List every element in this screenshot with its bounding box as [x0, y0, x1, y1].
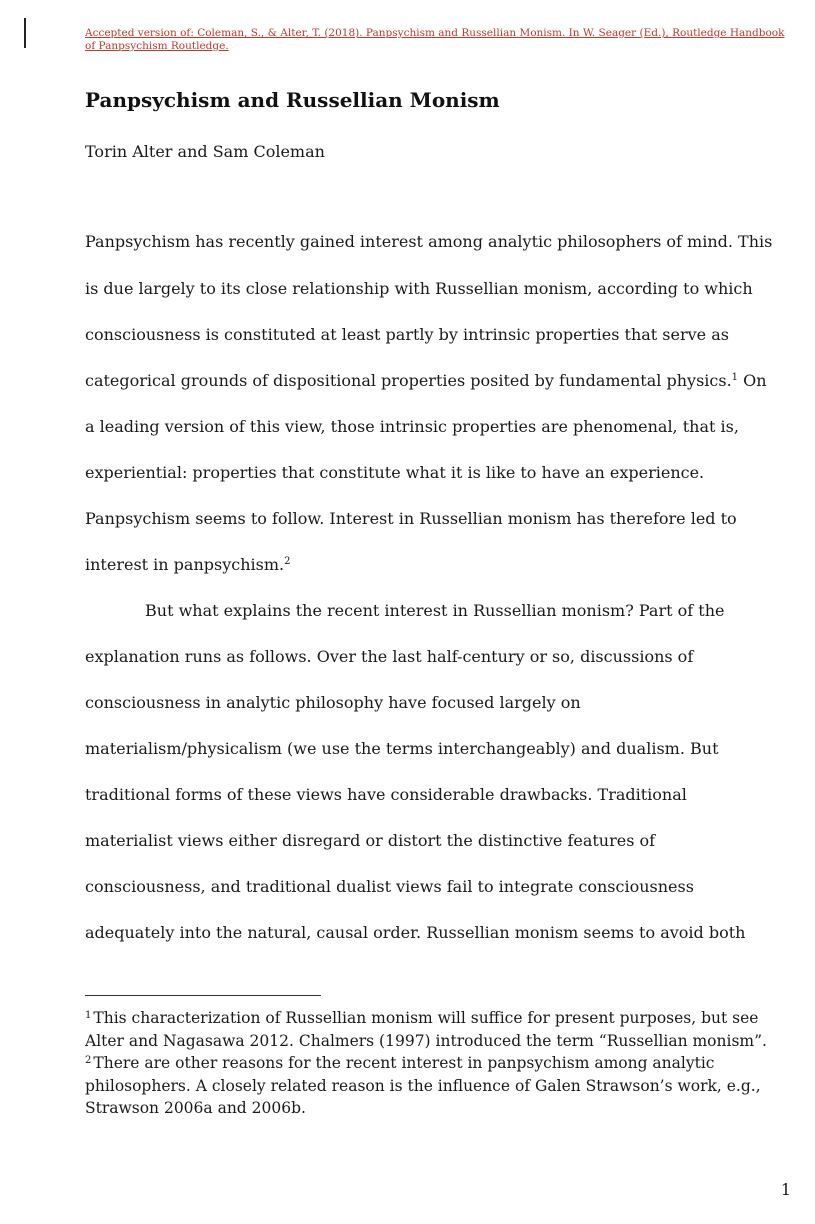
body-line: is due largely to its close relationship with Russellian monism, according to which	[85, 279, 753, 298]
body-line: a leading version of this view, those intrinsic properties are phenomenal, that is,	[85, 417, 739, 436]
article-authors: Torin Alter and Sam Coleman	[85, 142, 325, 161]
body-line: consciousness is constituted at least partly by intrinsic properties that serve as	[85, 325, 729, 344]
footnote-ref-1[interactable]: 1	[731, 372, 739, 383]
footnote-separator	[85, 995, 321, 996]
body-line: materialism/physicalism (we use the terms interchangeably) and dualism. But	[85, 739, 719, 758]
footnotes	[85, 1007, 785, 1120]
body-line: explanation runs as follows. Over the last half-century or so, discussions of	[85, 647, 694, 666]
body-line: adequately into the natural, causal order. Russellian monism seems to avoid both	[85, 923, 746, 942]
footnote-number: 2	[85, 1055, 92, 1066]
body-line-text: categorical grounds of dispositional properties posited by fundamental physics.	[85, 371, 732, 390]
footnote-1	[85, 1007, 785, 1052]
footnote-text: This characterization of Russellian monism will suffice for present purposes, but see Alter and Nagasawa 2012. Chalmers (1997) introduced the term “Russellian monism”.	[85, 1009, 767, 1050]
body-line: consciousness in analytic philosophy have focused largely on	[85, 693, 581, 712]
body-line: experiential: properties that constitute what it is like to have an experience.	[85, 463, 705, 482]
footnote-ref-2[interactable]: 2	[284, 556, 291, 567]
body-line-tail: On	[743, 371, 767, 390]
footnote-2	[85, 1052, 785, 1120]
citation-link[interactable]: Accepted version of: Coleman, S., & Alter, T. (2018). Panpsychism and Russellian Monism. In W. Seager (Ed.), Routledge Handbook of Panpsychism Routledge.	[85, 27, 785, 52]
body-line-text: interest in panpsychism.	[85, 555, 285, 574]
body-line	[85, 553, 290, 577]
body-line: consciousness, and traditional dualist views fail to integrate consciousness	[85, 877, 694, 896]
body-line: Panpsychism has recently gained interest among analytic philosophers of mind. This	[85, 232, 773, 251]
footnote-text: There are other reasons for the recent interest in panpsychism among analytic philosophers. A closely related reason is the influence of Galen Strawson’s work, e.g., Strawson 2006a and 2006b.	[85, 1054, 761, 1117]
body-line: Panpsychism seems to follow. Interest in Russellian monism has therefore led to	[85, 509, 737, 528]
body-line: materialist views either disregard or distort the distinctive features of	[85, 831, 656, 850]
body-line: traditional forms of these views have considerable drawbacks. Traditional	[85, 785, 687, 804]
page-number: 1	[780, 1180, 791, 1199]
paragraph-start-line: But what explains the recent interest in Russellian monism? Part of the	[145, 601, 725, 620]
article-title: Panpsychism and Russellian Monism	[85, 88, 500, 112]
text-cursor-mark	[24, 18, 26, 48]
body-line	[85, 369, 767, 393]
footnote-number: 1	[85, 1010, 92, 1021]
